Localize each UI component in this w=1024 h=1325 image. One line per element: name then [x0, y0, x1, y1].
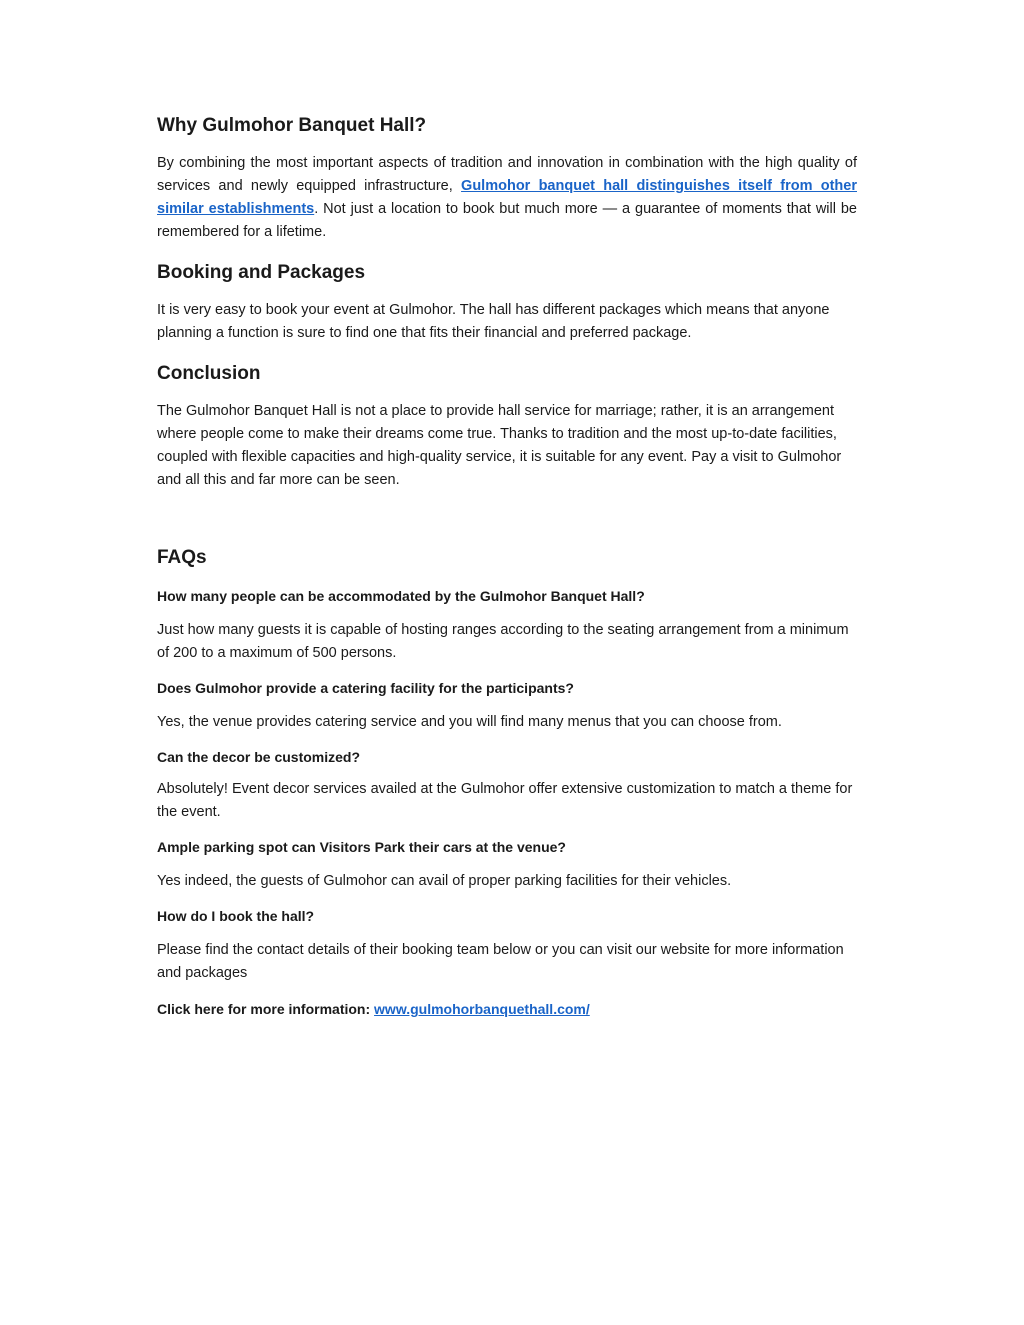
faq-question-capacity: How many people can be accommodated by the Gulmohor Banquet Hall?: [157, 588, 645, 604]
heading-booking-packages: Booking and Packages: [157, 262, 366, 283]
paragraph-why-text-after: . Not just a location to book but much more — a guarantee of moments that will be remembered for a lifetime.: [157, 201, 857, 240]
heading-faqs: FAQs: [157, 547, 207, 568]
paragraph-why-gulmohor: [157, 152, 857, 244]
faq-question-catering: Does Gulmohor provide a catering facility for the participants?: [157, 680, 574, 696]
website-link[interactable]: www.gulmohorbanquethall.com/: [374, 1001, 590, 1017]
faq-question-booking: How do I book the hall?: [157, 908, 315, 924]
faq-answer-catering: Yes, the venue provides catering service and you will find many menus that you can choose from.: [157, 714, 782, 730]
paragraph-conclusion: The Gulmohor Banquet Hall is not a place to provide hall service for marriage; rather, it is an arrangement where people come to make their dreams come true. Thanks to tradition and the most up-to-date facilities, coupled with flexible capacities and high-quality service, it is suitable for any event. Pay a visit to Gulmohor and all this and far more can be seen.: [157, 403, 842, 488]
faq-answer-parking: Yes indeed, the guests of Gulmohor can avail of proper parking facilities for their vehicles.: [157, 873, 732, 889]
heading-conclusion: Conclusion: [157, 363, 261, 384]
paragraph-booking-packages: It is very easy to book your event at Gulmohor. The hall has different packages which means that anyone planning a function is sure to find one that fits their financial and preferred package.: [157, 302, 830, 341]
distinguishes-link[interactable]: Gulmohor banquet hall distinguishes itself from other similar establishments: [157, 178, 857, 217]
more-info-line: [157, 998, 857, 1020]
faq-answer-booking: Please find the contact details of their booking team below or you can visit our website for more information and packages: [157, 942, 844, 981]
faq-answer-decor: Absolutely! Event decor services availed at the Gulmohor offer extensive customization to match a theme for the event.: [157, 781, 853, 820]
more-info-label: Click here for more information:: [157, 1001, 375, 1017]
paragraph-why-text-before: By combining the most important aspects of tradition and innovation in combination with the high quality of services and newly equipped infrastructure,: [157, 155, 857, 194]
faq-question-decor: Can the decor be customized?: [157, 749, 361, 765]
faq-answer-capacity: Just how many guests it is capable of hosting ranges according to the seating arrangement from a minimum of 200 to a maximum of 500 persons.: [157, 622, 849, 661]
document-page: [157, 112, 857, 1020]
heading-why-gulmohor: Why Gulmohor Banquet Hall?: [157, 115, 427, 136]
faq-question-parking: Ample parking spot can Visitors Park their cars at the venue?: [157, 839, 566, 855]
